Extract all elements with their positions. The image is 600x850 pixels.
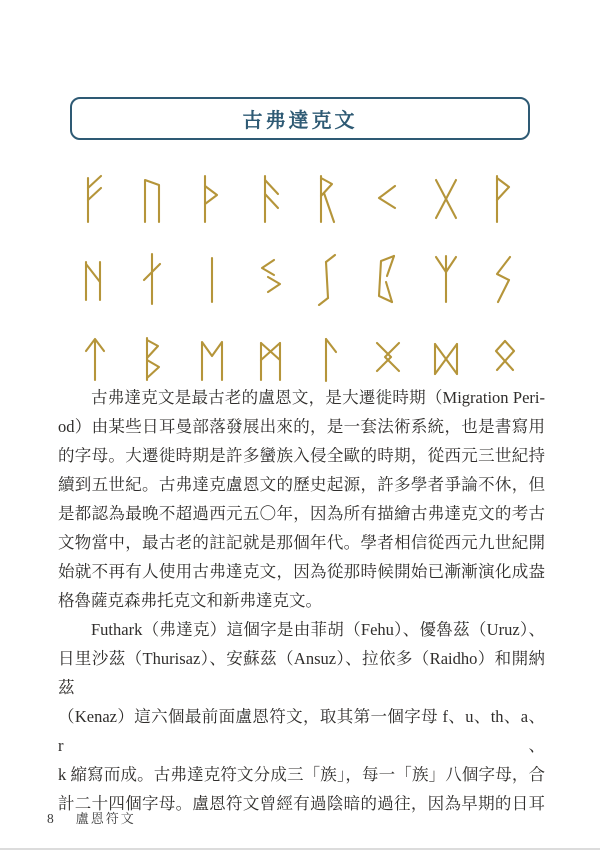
- rune-jera-glyph: [254, 250, 288, 306]
- rune-algiz-glyph: [429, 250, 463, 306]
- text-line-p1-7: 始就不再有人使用古弗達克文，因為從那時候開始已漸漸演化成盎: [58, 562, 545, 581]
- rune-wunjo-glyph: [488, 170, 522, 226]
- rune-fehu-glyph: [78, 170, 112, 226]
- text-line-p2-4: k 縮寫而成。古弗達克符文分成三「族」，每一「族」八個字母，合: [58, 765, 545, 784]
- page-footer: [47, 808, 136, 827]
- text-line-p1-8: 格魯薩克森弗托克文和新弗達克文。: [58, 591, 322, 610]
- text-line-p2-2: 日里沙茲（Thurisaz）、安蘇茲（Ansuz）、拉依多（Raidho）和開納茲: [58, 649, 545, 697]
- page-number: 8: [47, 811, 54, 826]
- rune-gebo-glyph: [429, 170, 463, 226]
- rune-mannaz-glyph: [254, 330, 288, 386]
- rune-nauthiz-glyph: [137, 250, 171, 306]
- page-title: 古弗達克文: [242, 110, 358, 132]
- book-title: 盧恩符文: [75, 811, 136, 826]
- rune-ansuz-glyph: [254, 170, 288, 226]
- text-line-p2-3: （Kenaz）這六個最前面盧恩符文，取其第一個字母 f、u、th、a、r、: [58, 707, 545, 755]
- rune-thurisaz-glyph: [195, 170, 229, 226]
- rune-dagaz-glyph: [429, 330, 463, 386]
- rune-uruz-glyph: [137, 170, 171, 226]
- text-line-p1-3: 的字母。大遷徙時期是許多蠻族入侵全歐的時期，從西元三世紀持: [58, 446, 545, 465]
- rune-laguz-glyph: [312, 330, 346, 386]
- rune-sowilo-glyph: [488, 250, 522, 306]
- body-text: [58, 383, 545, 818]
- text-line-p1-6: 文物當中，最古老的註記就是那個年代。學者相信從西元九世紀開: [58, 533, 545, 552]
- text-line-p1-2: od）由某些日耳曼部落發展出來的，是一套法術系統，也是書寫用: [58, 417, 545, 436]
- text-line-p1-1: 古弗達克文是最古老的盧恩文，是大遷徙時期（Migration Peri-: [91, 388, 545, 407]
- rune-hagalaz-glyph: [78, 250, 112, 306]
- text-line-p2-5: 計二十四個字母。盧恩符文曾經有過陰暗的過往，因為早期的日耳: [58, 794, 545, 813]
- section-title-box: [70, 97, 530, 140]
- text-line-p1-4: 續到五世紀。古弗達克盧恩文的歷史起源，許多學者爭論不休，但: [58, 475, 545, 494]
- rune-isa-glyph: [195, 250, 229, 306]
- rune-chart: [78, 170, 522, 410]
- text-line-p2-1: Futhark（弗達克）這個字是由菲胡（Fehu）、優魯茲（Uruz）、: [91, 620, 545, 639]
- rune-ehwaz-glyph: [195, 330, 229, 386]
- text-line-p1-5: 是都認為最晚不超過西元五〇年，因為所有描繪古弗達克文的考古: [58, 504, 545, 523]
- rune-row-3: [78, 330, 522, 386]
- rune-row-1: [78, 170, 522, 226]
- rune-kenaz-glyph: [371, 170, 405, 226]
- rune-perthro-glyph: [371, 250, 405, 306]
- rune-row-2: [78, 250, 522, 306]
- rune-tiwaz-glyph: [78, 330, 112, 386]
- rune-othala-glyph: [488, 330, 522, 386]
- rune-raidho-glyph: [312, 170, 346, 226]
- rune-berkano-glyph: [137, 330, 171, 386]
- rune-eihwaz-glyph: [312, 250, 346, 306]
- rune-ingwaz-glyph: [371, 330, 405, 386]
